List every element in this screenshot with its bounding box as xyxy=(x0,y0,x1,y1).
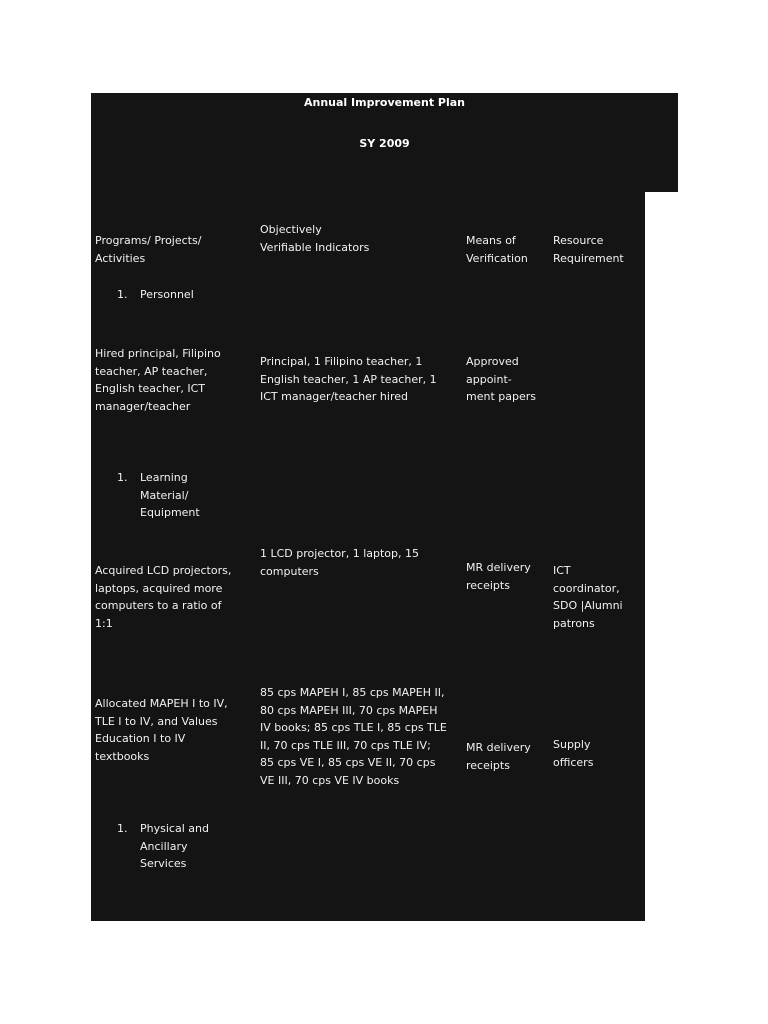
section-heading-learning-material: Learning Material/ Equipment xyxy=(140,471,200,519)
section-number: 1. xyxy=(117,471,128,484)
means-acquired-equipment: MR delivery receipts xyxy=(466,561,531,592)
activity-allocated-textbooks: Allocated MAPEH I to IV, TLE I to IV, and Values Education I to IV textbooks xyxy=(95,697,228,763)
column-header-means: Means of Verification xyxy=(466,234,528,265)
section-number: 1. xyxy=(117,288,128,301)
indicator-hired-staff: Principal, 1 Filipino teacher, 1 English teacher, 1 AP teacher, 1 ICT manager/teacher hired xyxy=(260,355,437,403)
means-hired-staff: Approved appoint- ment papers xyxy=(466,355,536,403)
indicator-acquired-equipment: 1 LCD projector, 1 laptop, 15 computers xyxy=(260,547,419,578)
column-header-indicators: Objectively Verifiable Indicators xyxy=(260,223,370,254)
column-header-resource: Resource Requirement xyxy=(553,234,624,265)
section-heading-physical-services: Physical and Ancillary Services xyxy=(140,822,209,870)
section-heading-personnel: Personnel xyxy=(140,288,194,301)
document-title: Annual Improvement Plan xyxy=(304,96,465,109)
activity-hired-staff: Hired principal, Filipino teacher, AP teacher, English teacher, ICT manager/teacher xyxy=(95,347,221,413)
activity-acquired-equipment: Acquired LCD projectors, laptops, acquired more computers to a ratio of 1:1 xyxy=(95,564,232,630)
resource-acquired-equipment: ICT coordinator, SDO |Alumni patrons xyxy=(553,564,623,630)
section-number: 1. xyxy=(117,822,128,835)
resource-allocated-textbooks: Supply officers xyxy=(553,738,594,769)
column-header-programs: Programs/ Projects/ Activities xyxy=(95,234,202,265)
indicator-allocated-textbooks: 85 cps MAPEH I, 85 cps MAPEH II, 80 cps MAPEH III, 70 cps MAPEH IV books; 85 cps TLE I, 85 cps TLE II, 70 cps TLE III, 70 cps TLE IV; 85 cps VE I, 85 cps VE II, 70 cps VE III, 70 cps VE IV books xyxy=(260,686,447,787)
school-year: SY 2009 xyxy=(359,137,410,150)
means-allocated-textbooks: MR delivery receipts xyxy=(466,741,531,772)
